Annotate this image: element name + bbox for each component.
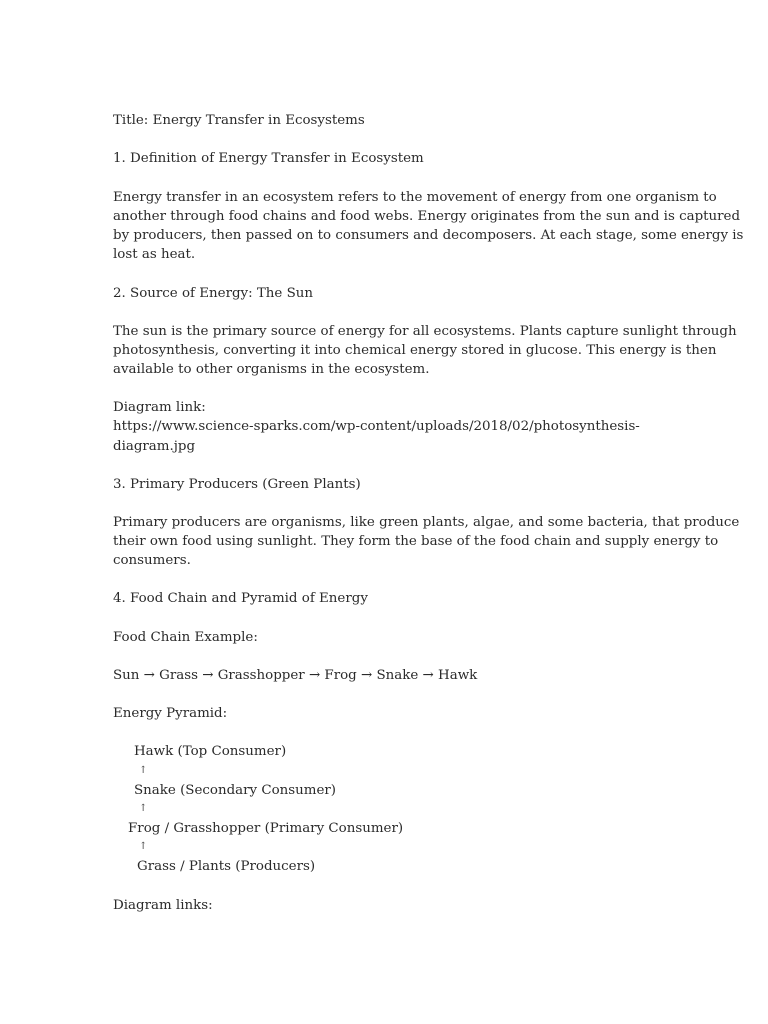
section-1-line-1: Energy transfer in an ecosystem refers to the movement of energy from one organism to [113,190,717,205]
section-2-line-1: The sun is the primary source of energy for all ecosystems. Plants capture sunlight through [113,324,737,339]
section-3-heading: 3. Primary Producers (Green Plants) [113,477,361,492]
energy-pyramid-label: Energy Pyramid: [113,706,228,721]
section-1-line-4: lost as heat. [113,247,196,262]
diagram-link-url-line-1[interactable]: https://www.science-sparks.com/wp-content/uploads/2018/02/photosynthesis- [113,419,640,434]
pyramid-arrow-up-icon: ↑ [139,841,148,852]
section-2-line-3: available to other organisms in the ecosystem. [113,362,430,377]
diagram-link-label: Diagram link: [113,400,206,415]
pyramid-level-grass-plants: Grass / Plants (Producers) [137,859,316,874]
document-title: Title: Energy Transfer in Ecosystems [113,113,365,128]
section-4-heading: 4. Food Chain and Pyramid of Energy [113,591,368,606]
food-chain-sequence: Sun → Grass → Grasshopper → Frog → Snake → Hawk [113,668,478,683]
section-3-line-1: Primary producers are organisms, like green plants, algae, and some bacteria, that produce [113,515,740,530]
pyramid-level-hawk: Hawk (Top Consumer) [134,744,287,759]
section-3-line-2: their own food using sunlight. They form the base of the food chain and supply energy to [113,534,719,549]
section-1-line-3: by producers, then passed on to consumers and decomposers. At each stage, some energy is [113,228,744,243]
section-3-line-3: consumers. [113,553,191,568]
diagram-links-label: Diagram links: [113,898,213,913]
section-1-line-2: another through food chains and food webs. Energy originates from the sun and is captured [113,209,741,224]
diagram-link-url-line-2[interactable]: diagram.jpg [113,439,196,454]
pyramid-level-snake: Snake (Secondary Consumer) [134,783,337,798]
pyramid-arrow-up-icon: ↑ [139,803,148,814]
pyramid-level-frog-grasshopper: Frog / Grasshopper (Primary Consumer) [128,821,404,836]
food-chain-label: Food Chain Example: [113,630,258,645]
section-2-heading: 2. Source of Energy: The Sun [113,286,314,301]
section-2-line-2: photosynthesis, converting it into chemical energy stored in glucose. This energy is then [113,343,717,358]
section-1-heading: 1. Definition of Energy Transfer in Ecosystem [113,151,424,166]
pyramid-arrow-up-icon: ↑ [139,765,148,776]
